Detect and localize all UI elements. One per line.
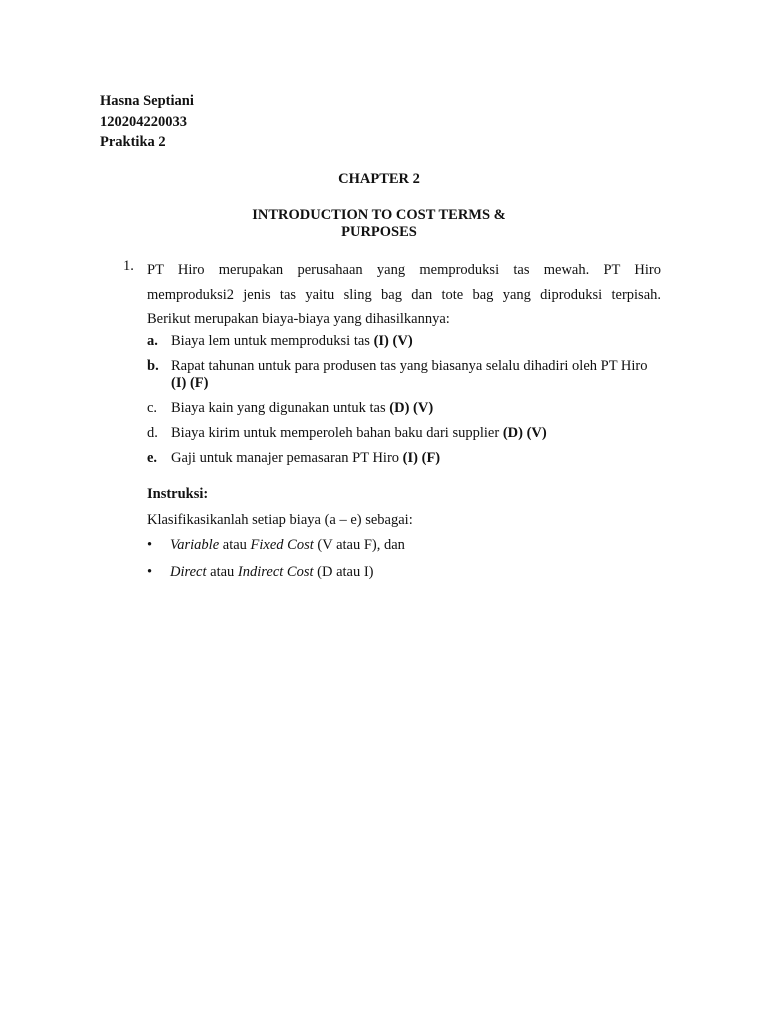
item-marker: e.	[147, 449, 158, 466]
cost-item-c	[147, 400, 687, 417]
item-text: Rapat tahunan untuk para produsen tas yang biasanya selalu dihadiri oleh PT Hiro	[171, 358, 648, 374]
item-tag-cost-behavior: (V)	[413, 399, 434, 416]
chapter-title-line-2: PURPOSES	[341, 224, 417, 240]
classification-list	[147, 537, 405, 590]
classification-direct-indirect	[147, 564, 405, 581]
item-tag-cost-tracing: (I)	[402, 449, 418, 466]
item-tag-cost-behavior: (F)	[189, 374, 209, 391]
term-fixed-cost: Fixed Cost	[250, 537, 314, 553]
item-marker: c.	[147, 399, 158, 416]
question-line-1: PT Hiro merupakan perusahaan yang memproduksi tas mewah. PT Hiro	[147, 262, 661, 278]
student-id: 120204220033	[100, 113, 187, 130]
item-tag-cost-tracing: (D)	[502, 424, 523, 441]
question-line-3: Berikut merupakan biaya-biaya yang dihasilkannya:	[147, 311, 450, 327]
cost-item-b	[147, 358, 687, 391]
cost-item-e	[147, 450, 687, 467]
cost-item-d	[147, 425, 687, 442]
bullet-icon: •	[147, 563, 153, 580]
question-line-2: memproduksi2 jenis tas yaitu sling bag dan tote bag yang diproduksi terpisah.	[147, 286, 661, 303]
term-indirect-cost: Indirect Cost	[237, 563, 314, 580]
question-text	[147, 258, 661, 332]
item-tag-cost-tracing: (I)	[171, 374, 187, 391]
item-text: Gaji untuk manajer pemasaran PT Hiro	[171, 449, 403, 466]
item-tag-cost-behavior: (F)	[421, 449, 441, 466]
chapter-heading: CHAPTER 2	[338, 171, 420, 187]
course-name: Praktika 2	[100, 134, 166, 150]
bullet-icon: •	[147, 537, 153, 553]
item-tag-cost-tracing: (D)	[389, 399, 410, 416]
item-marker: b.	[147, 358, 159, 374]
classification-variable-fixed	[147, 537, 405, 554]
question-number: 1.	[123, 258, 134, 274]
item-marker: d.	[147, 424, 158, 441]
author-info	[100, 91, 194, 153]
term-rest: (D atau I)	[313, 563, 374, 580]
chapter-title	[0, 207, 758, 241]
term-rest: (V atau F), dan	[313, 537, 405, 553]
term-variable: Variable	[170, 537, 220, 553]
item-text: Biaya kirim untuk memperoleh bahan baku dari supplier	[171, 424, 503, 441]
item-text: Biaya kain yang digunakan untuk tas	[171, 399, 390, 416]
item-marker: a.	[147, 333, 158, 349]
chapter-title-line-1: INTRODUCTION TO COST TERMS &	[252, 207, 506, 223]
item-tag-cost-tracing: (I)	[373, 333, 389, 349]
author-name: Hasna Septiani	[100, 93, 194, 109]
cost-item-a	[147, 333, 687, 350]
item-text: Biaya lem untuk memproduksi tas	[171, 333, 374, 349]
cost-item-list	[147, 333, 687, 475]
term-joiner: atau	[219, 537, 251, 553]
term-joiner: atau	[206, 563, 238, 580]
item-tag-cost-behavior: (V)	[392, 333, 413, 349]
instruction-text: Klasifikasikanlah setiap biaya (a – e) sebagai:	[147, 512, 413, 528]
instruction-heading: Instruksi:	[147, 486, 209, 502]
item-tag-cost-behavior: (V)	[526, 424, 547, 441]
term-direct: Direct	[170, 563, 207, 580]
